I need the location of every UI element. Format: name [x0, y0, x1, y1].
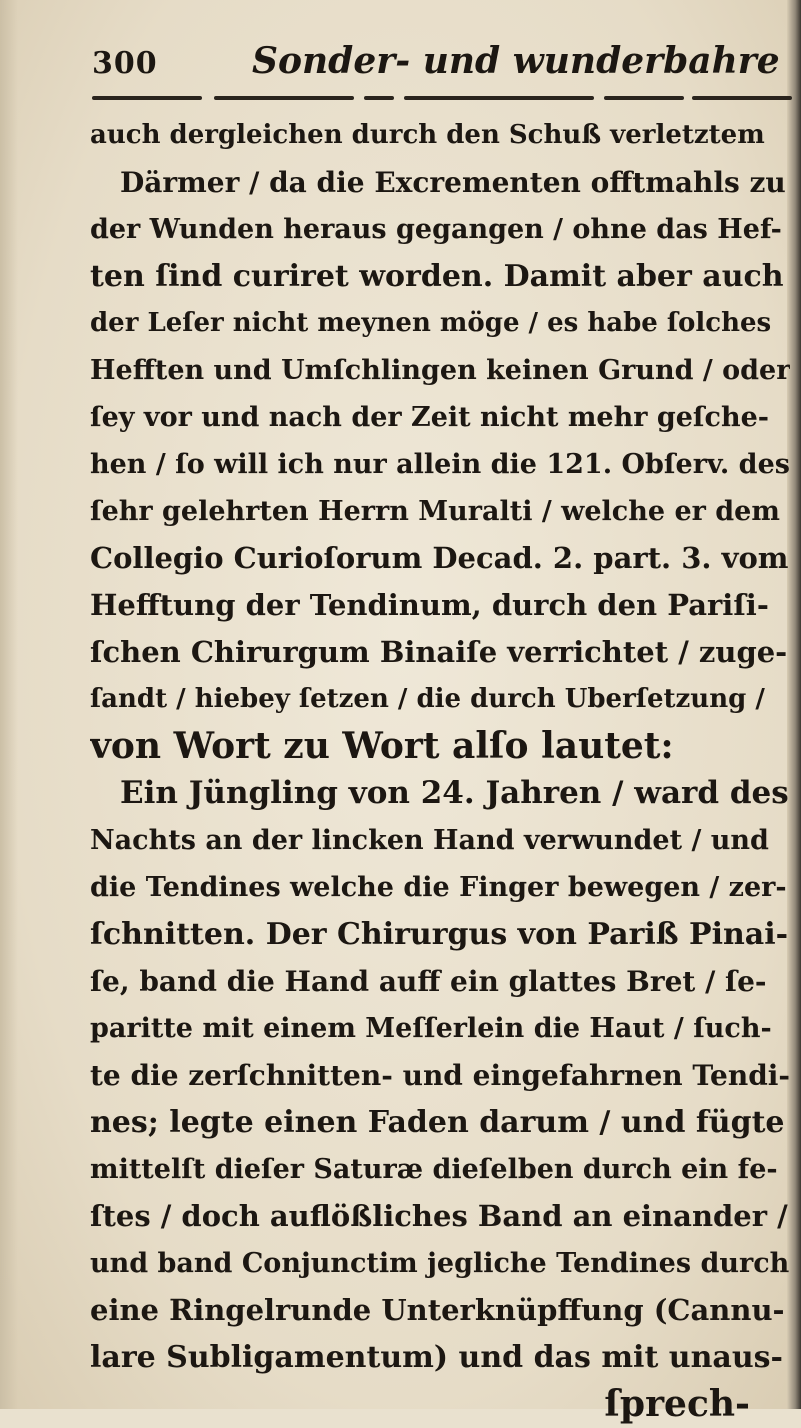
- text-line: ten ſind curiret worden. Damit aber auch: [90, 259, 784, 294]
- text-line: die Tendines welche die Finger bewegen / zer-: [90, 872, 787, 903]
- text-line: und band Conjunctim jegliche Tendines durch: [90, 1248, 790, 1279]
- text-line: paritte mit einem Meſſerlein die Haut / ſuch-: [90, 1013, 772, 1044]
- page-number: 300: [92, 46, 158, 81]
- text-line: Hefftung der Tendinum, durch den Pariſi-: [90, 588, 769, 622]
- page-gutter-shadow: [0, 0, 18, 1409]
- text-line: der Leſer nicht meynen möge / es habe ſolches: [90, 308, 772, 338]
- text-line: te die zerſchnitten- und eingefahrnen Tendi-: [90, 1059, 790, 1092]
- text-line: hen / ſo will ich nur allein die 121. Obſerv. des: [90, 449, 790, 480]
- text-line: Ein Jüngling von 24. Jahren / ward des: [120, 775, 789, 811]
- page-header: [92, 40, 782, 84]
- text-line: lare Subligamentum) und das mit unaus-: [90, 1340, 783, 1375]
- text-line: ſtes / doch auflößliches Band an einander /: [90, 1199, 788, 1233]
- text-line: eine Ringelrunde Unterknüpffung (Cannu-: [90, 1293, 785, 1327]
- text-line: mittelſt dieſer Saturæ dieſelben durch ein fe-: [90, 1154, 778, 1185]
- text-line: ſchnitten. Der Chirurgus von Pariß Pinai-: [90, 917, 789, 952]
- header-rule: [92, 96, 792, 104]
- running-title: Sonder- und wunderbahre: [252, 40, 780, 82]
- text-line: auch dergleichen durch den Schuß verletztem: [90, 120, 765, 150]
- text-line: ſehr gelehrten Herrn Muralti / welche er dem: [90, 496, 780, 527]
- text-line: ſe, band die Hand auff ein glattes Bret / ſe-: [90, 965, 767, 998]
- text-line: ſey vor und nach der Zeit nicht mehr geſche-: [90, 402, 769, 433]
- text-line: von Wort zu Wort alſo lautet:: [90, 725, 674, 767]
- text-line: Hefften und Umſchlingen keinen Grund / oder: [90, 355, 790, 386]
- text-line: ſandt / hiebey ſetzen / die durch Uberſetzung /: [90, 684, 765, 714]
- text-line: ſchen Chirurgum Binaiſe verrichtet / zuge-: [90, 635, 788, 669]
- text-line: Collegio Curioſorum Decad. 2. part. 3. vom: [90, 541, 789, 575]
- body-text: [90, 112, 790, 1428]
- text-line: Därmer / da die Excrementen offtmahls zu: [120, 166, 786, 199]
- text-line: nes; legte einen Faden darum / und fügte: [90, 1105, 785, 1140]
- text-line: der Wunden heraus gegangen / ohne das Hef-: [90, 214, 782, 245]
- text-line: Nachts an der lincken Hand verwundet / und: [90, 825, 769, 856]
- catchword: ſprech-: [604, 1383, 750, 1425]
